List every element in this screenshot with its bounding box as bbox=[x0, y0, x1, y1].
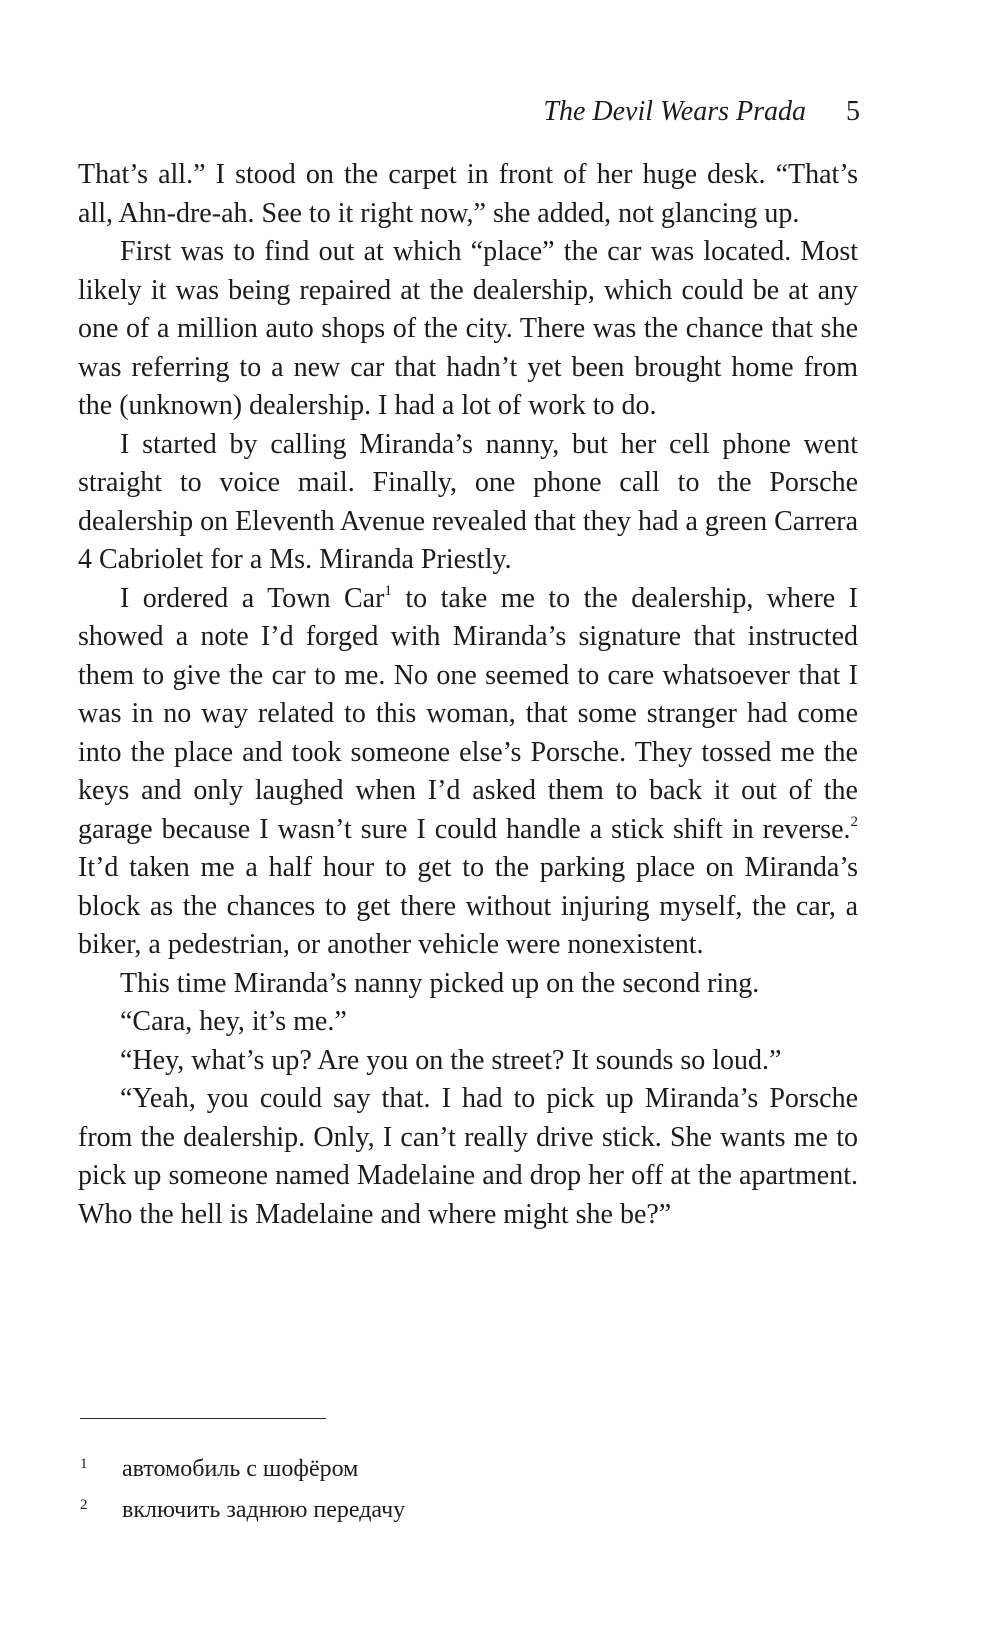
footnote-2 bbox=[80, 1491, 780, 1532]
page-number: 5 bbox=[846, 96, 860, 127]
paragraph-6: “Cara, hey, it’s me.” bbox=[120, 1006, 347, 1037]
footnote-ref-1: 1 bbox=[384, 582, 392, 599]
running-head bbox=[500, 92, 860, 132]
footnotes bbox=[80, 1450, 780, 1532]
footnote-divider bbox=[80, 1418, 326, 1419]
paragraph-7: “Hey, what’s up? Are you on the street? It sounds so loud.” bbox=[120, 1044, 782, 1076]
paragraph-2: First was to find out at which “place” the car was located. Most likely it was being repaired at the dealership, which could be at any one of a million auto shops of the city. There was the chance that she was referring to a new car that hadn’t yet been brought home from the (unknown) dealership. I had a lot of work to do. bbox=[78, 236, 858, 421]
footnote-1 bbox=[80, 1450, 780, 1491]
paragraph-4-part-3: It’d taken me a half hour to get to the parking place on Miranda’s block as the chances to get there without injuring myself, the car, a biker, a pedestrian, or another vehicle were nonexistent. bbox=[78, 852, 858, 960]
paragraph-1: That’s all.” I stood on the carpet in front of her huge desk. “That’s all, Ahn-dre-ah. See to it right now,” she added, not glancing up. bbox=[78, 159, 858, 229]
footnote-1-text: автомобиль с шофёром bbox=[122, 1456, 359, 1482]
paragraph-3: I started by calling Miranda’s nanny, but her cell phone went straight to voice mail. Finally, one phone call to the Porsche dealership on Eleventh Avenue revealed that they had a green Carrera 4 Cabriolet for a Ms. Miranda Priestly. bbox=[78, 428, 859, 575]
paragraph-4-part-1: I ordered a Town Car bbox=[120, 582, 385, 614]
footnote-2-text: включить заднюю передачу bbox=[122, 1497, 406, 1523]
paragraph-5: This time Miranda’s nanny picked up on the second ring. bbox=[120, 967, 760, 999]
paragraph-8: “Yeah, you could say that. I had to pick up Miranda’s Porsche from the dealership. Only, I can’t really drive stick. She wants me to pick up someone named Madelaine and drop her off at the apartment. Who the hell is Madelaine and where might she be?” bbox=[78, 1083, 858, 1230]
book-title: The Devil Wears Prada bbox=[543, 96, 806, 127]
paragraph-4-part-2: to take me to the dealership, where I showed a note I’d forged with Miranda’s signature that instructed them to give the car to me. No one seemed to care whatsoever that I was in no way related to this woman, that some stranger had come into the place and took someone else’s Porsche. They tossed me the keys and only laughed when I’d asked them to back it out of the garage because I wasn’t sure I could handle a stick shift in reverse. bbox=[78, 582, 858, 845]
body-text bbox=[78, 156, 858, 1234]
footnote-1-number: 1 bbox=[80, 1456, 88, 1472]
paragraph-4 bbox=[78, 580, 858, 965]
footnote-ref-2: 2 bbox=[850, 813, 858, 830]
footnote-2-number: 2 bbox=[80, 1497, 88, 1513]
